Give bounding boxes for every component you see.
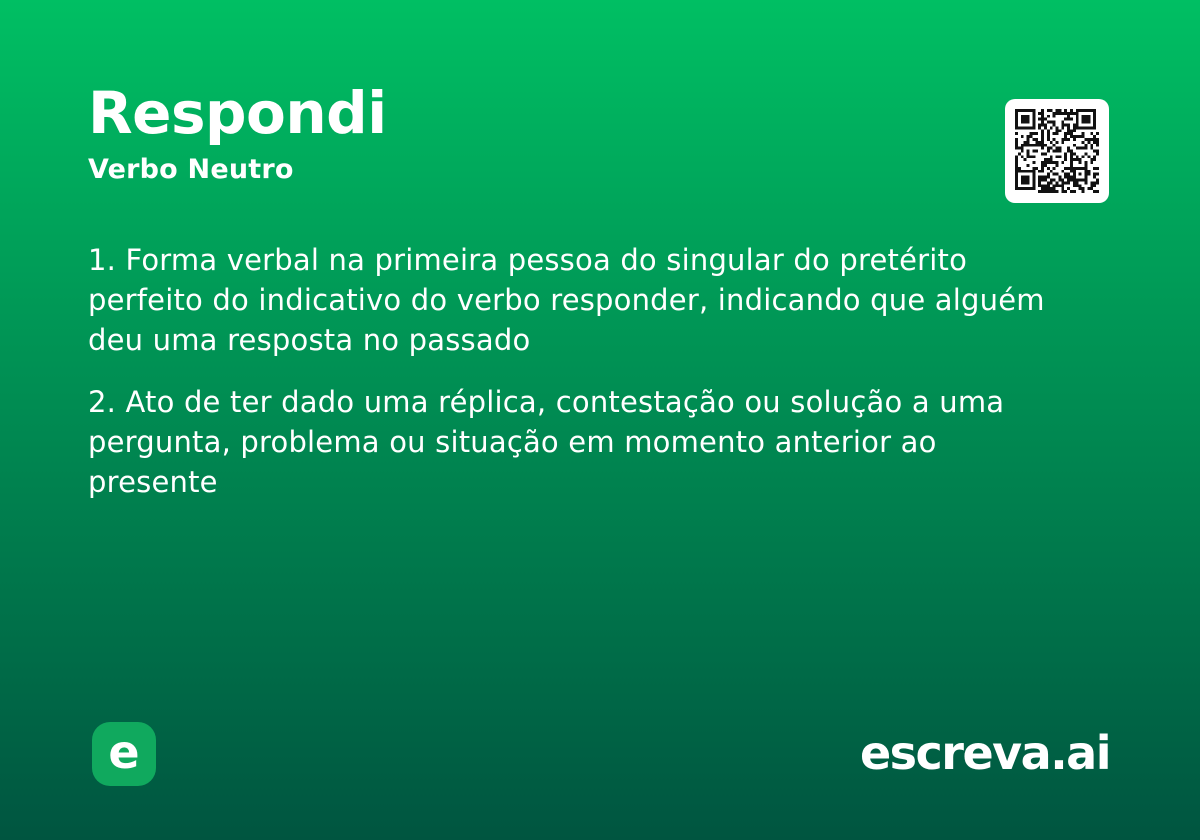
word-class-label: Verbo Neutro (88, 153, 294, 185)
logo-letter: e (108, 725, 140, 779)
definition-2-line-1: 2. Ato de ter dado uma réplica, contestação ou solução a uma (88, 385, 1005, 419)
definition-2-line-3: presente (88, 465, 218, 499)
header (88, 80, 387, 185)
page-title: Respondi (88, 79, 387, 147)
definition-1-line-1: 1. Forma verbal na primeira pessoa do singular do pretérito (88, 243, 968, 277)
qr-code-pattern (1015, 109, 1099, 193)
definition-2-line-2: pergunta, problema ou situação em momento anterior ao (88, 425, 937, 459)
definition-1 (88, 240, 1148, 360)
qr-code (1005, 99, 1109, 203)
escreva-logo-icon (92, 722, 156, 786)
definition-1-line-3: deu uma resposta no passado (88, 323, 531, 357)
brand-name: escreva.ai (859, 726, 1110, 780)
definitions-section (88, 240, 1148, 502)
definition-1-line-2: perfeito do indicativo do verbo responder, indicando que alguém (88, 283, 1045, 317)
definition-2 (88, 382, 1148, 502)
